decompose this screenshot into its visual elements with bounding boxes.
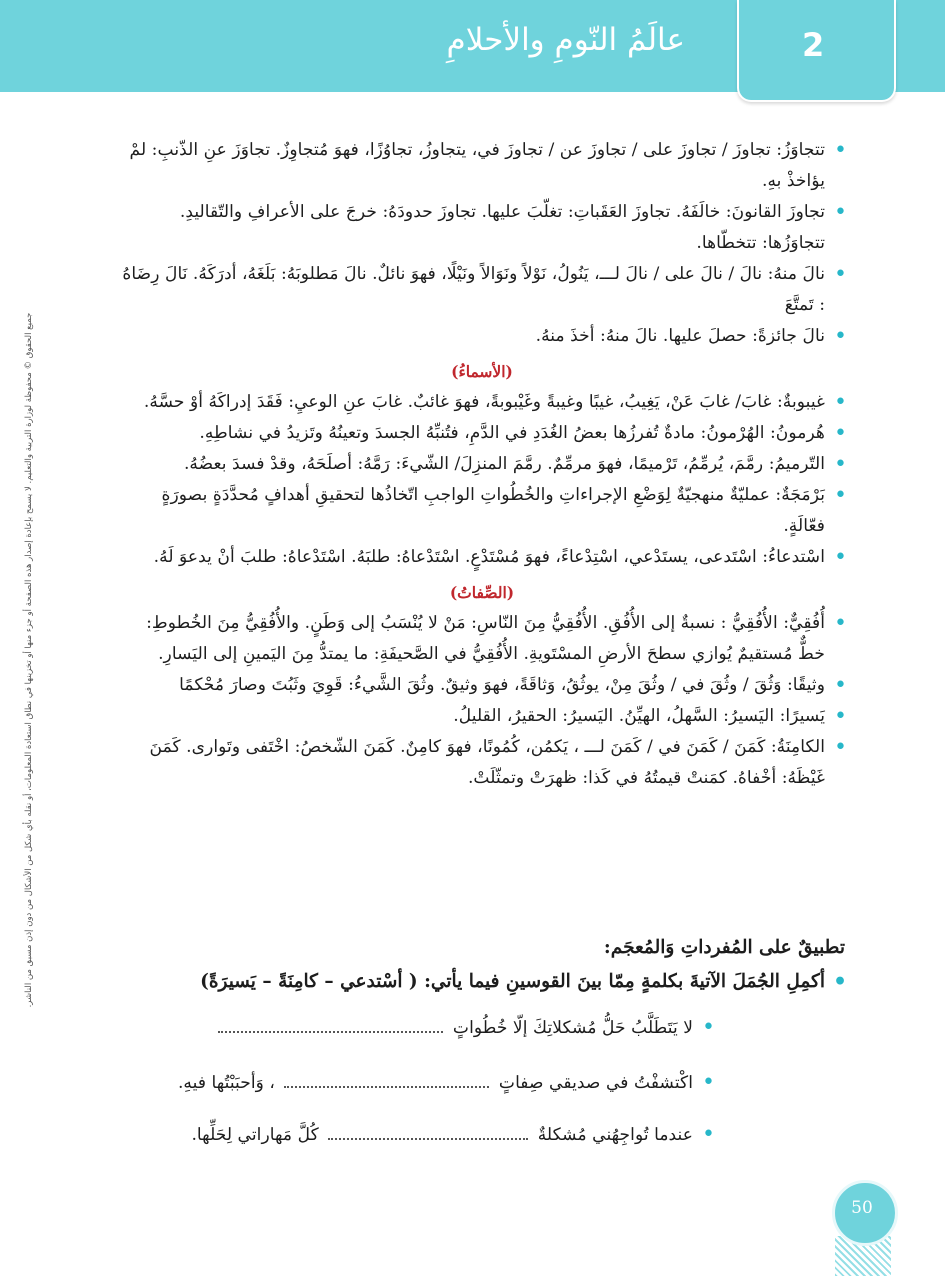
unit-title: عالَمُ النّومِ والأحلامِ bbox=[446, 22, 685, 58]
page-number-badge bbox=[827, 1178, 897, 1276]
page-number: 50 bbox=[851, 1198, 873, 1218]
exercise-question-2 bbox=[178, 1068, 715, 1098]
question-text-end: ، وَأحبَبْتُها فيهِ. bbox=[177, 1073, 275, 1093]
copyright-text: جميع الحقوق © محفوظة لوزارة التربية والتعليم. لا يسمح بإعادة إصدار هذه الصفحة أو جزء منها أو تخزينها في نطاق استعادة المعلومات، أو نقله بأي شكل من الأشكال من دون إذن مسبق من الناشر. bbox=[24, 312, 34, 1008]
answer-blank[interactable] bbox=[328, 1124, 528, 1140]
question-text: لا يَتَطَلَّبُ حَلُّ مُشكلاتِكَ إلّا خُطُواتٍ bbox=[452, 1018, 693, 1038]
exercise-heading: تطبيقٌ على المُفرداتِ وَالمُعجَم: bbox=[603, 937, 845, 958]
unit-number: 2 bbox=[802, 26, 825, 64]
exercise-question-1 bbox=[214, 1013, 715, 1043]
verbs-list bbox=[117, 135, 847, 352]
copyright-side-note bbox=[21, 300, 37, 1020]
list-item: • الكامِنَةُ: كَمَنَ / كَمَنَ في / كَمَنَ لـــ ، يَكمُن، كُمُونًا، فهوَ كامِنٌ. كَمَنَ الشّخصُ: اخْتَفى وتَوارى. كَمَنَ غَيْظَهُ: أخْفاهُ. كمَنتْ قيمتُهُ في كَذا: ظهرَتْ وتمثّلَتْ. bbox=[117, 732, 847, 794]
vocabulary-content bbox=[117, 135, 847, 794]
list-item: • تجاوزَ القانونَ: خالَفَهُ. تجاوزَ العَقَباتِ: تغلّبَ عليها. تجاوزَ حدودَهُ: خرجَ على الأعرافِ والتّقاليدِ. تتجاوَزُها: تتخطّاها. bbox=[117, 197, 847, 259]
question-text-end: كُلَّ مَهاراتي لِحَلِّها. bbox=[191, 1125, 319, 1145]
list-item: • هُرمونُ: الهُرْمونُ: مادةٌ تُفرزُها بعضُ الغُدَدِ في الدَّمِ، فتُنبِّهُ الجسدَ وتعينُهُ وتَزيدُ في نشاطِهِ. bbox=[117, 418, 847, 449]
list-item: • التّرميمُ: رمَّمَ، يُرمِّمُ، تَرْميمًا، فهوَ مرمِّمٌ. رمَّمَ المنزِلَ/ الشّيءَ: رَمَّهُ: أصلَحَهُ، وقدْ فسدَ بعضُهُ. bbox=[117, 449, 847, 480]
list-item: • وثيقًا: وَثُقَ / وثُقَ في / وثُقَ مِنْ، يوثُقُ، وَثاقَةً، فهوَ وثيقٌ. وثُقَ الشَّيءُ: قَوِيَ وثَبُتَ وصارَ مُحْكمًا bbox=[117, 670, 847, 701]
nouns-list bbox=[117, 387, 847, 573]
nouns-heading: (الأسماءُ) bbox=[451, 362, 513, 381]
answer-blank[interactable] bbox=[284, 1072, 489, 1088]
answer-blank[interactable] bbox=[218, 1017, 443, 1033]
list-item: • يَسيرًا: اليَسيرُ: السَّهلُ، الهيِّنُ. اليَسيرُ: الحقيرُ، القليلُ. bbox=[117, 701, 847, 732]
exercise-question-3 bbox=[191, 1120, 715, 1150]
adjectives-list bbox=[117, 608, 847, 794]
list-item: • نالَ جائزةً: حصلَ عليها. نالَ منهُ: أخذَ منهُ. bbox=[117, 321, 847, 352]
list-item: • اسْتدعاءُ: اسْتَدعى، يستَدْعي، اسْتِدْعاءً، فهوَ مُسْتَدْعٍ. اسْتَدْعاهُ: طلبَهُ. اسْتَدْعاهُ: طلبَ أنْ يدعوَ لَهُ. bbox=[117, 542, 847, 573]
list-item: • أُفُقِيٌّ: الأُفُقِيُّ : نسبةٌ إلى الأُفُقِ. الأُفُقِيُّ مِنَ النّاسِ: مَنْ لا يُنْسَبُ إلى وَطَنٍ. والأُفُقِيُّ مِنَ الخُطوطِ: خطٌّ مُستقيمٌ يُوازي سطحَ الأرضِ المسْتَويةِ. الأُفُقِيُّ في الصَّحيفَةِ: ما يمتدُّ مِنَ اليَمينِ إلى اليَسارِ. bbox=[117, 608, 847, 670]
question-text: عندما تُواجِهُني مُشكلةٌ bbox=[537, 1125, 693, 1145]
list-item: • تتجاوَزُ: تجاوزَ / تجاوزَ على / تجاوزَ عن / تجاوزَ في، يتجاوزُ، تجاوُزًا، فهوَ مُتجاوِزٌ. تجاوَزَ عنِ الذّنبِ: لمْ يؤاخذْ بهِ. bbox=[117, 135, 847, 197]
question-text: اكْتشفْتُ في صديقي صِفاتٍ bbox=[498, 1073, 693, 1093]
list-item: • نالَ منهُ: نالَ / نالَ على / نالَ لـــ، يَنُولُ، نَوْلاً ونَوَالاً ونَيْلًا، فهوَ نائلٌ. نالَ مَطلوبَهُ: بَلَغَهُ، أدرَكَهُ. نَالَ رِضَاهُ : تَمتَّعَ bbox=[117, 259, 847, 321]
adjectives-heading: (الصِّفاتُ) bbox=[449, 583, 515, 602]
list-item: • غيبوبةٌ: غابَ/ غابَ عَنْ، يَغِيبُ، غيبًا وغيبةً وغَيْبوبةً، فهوَ غائبٌ. غابَ عنِ الوعيِ: فَقَدَ إدراكَهُ أوْ حسَّهُ. bbox=[117, 387, 847, 418]
exercise-instruction: • أكمِلِ الجُمَلَ الآتيةَ بكلمةٍ مِمّا بينَ القوسينِ فيما يأتي: ( أسْتدعي – كامِنَةً – يَسيرَةً) bbox=[87, 966, 847, 998]
list-item: • بَرْمَجَةٌ: عمليّةٌ منهجيّةٌ لِوَضْعِ الإجراءاتِ والخُطُواتِ الواجبِ اتّخاذُها لتحقيقِ أهدافٍ مُحدَّدَةٍ بصورَةٍ فعّالَةٍ. bbox=[117, 480, 847, 542]
